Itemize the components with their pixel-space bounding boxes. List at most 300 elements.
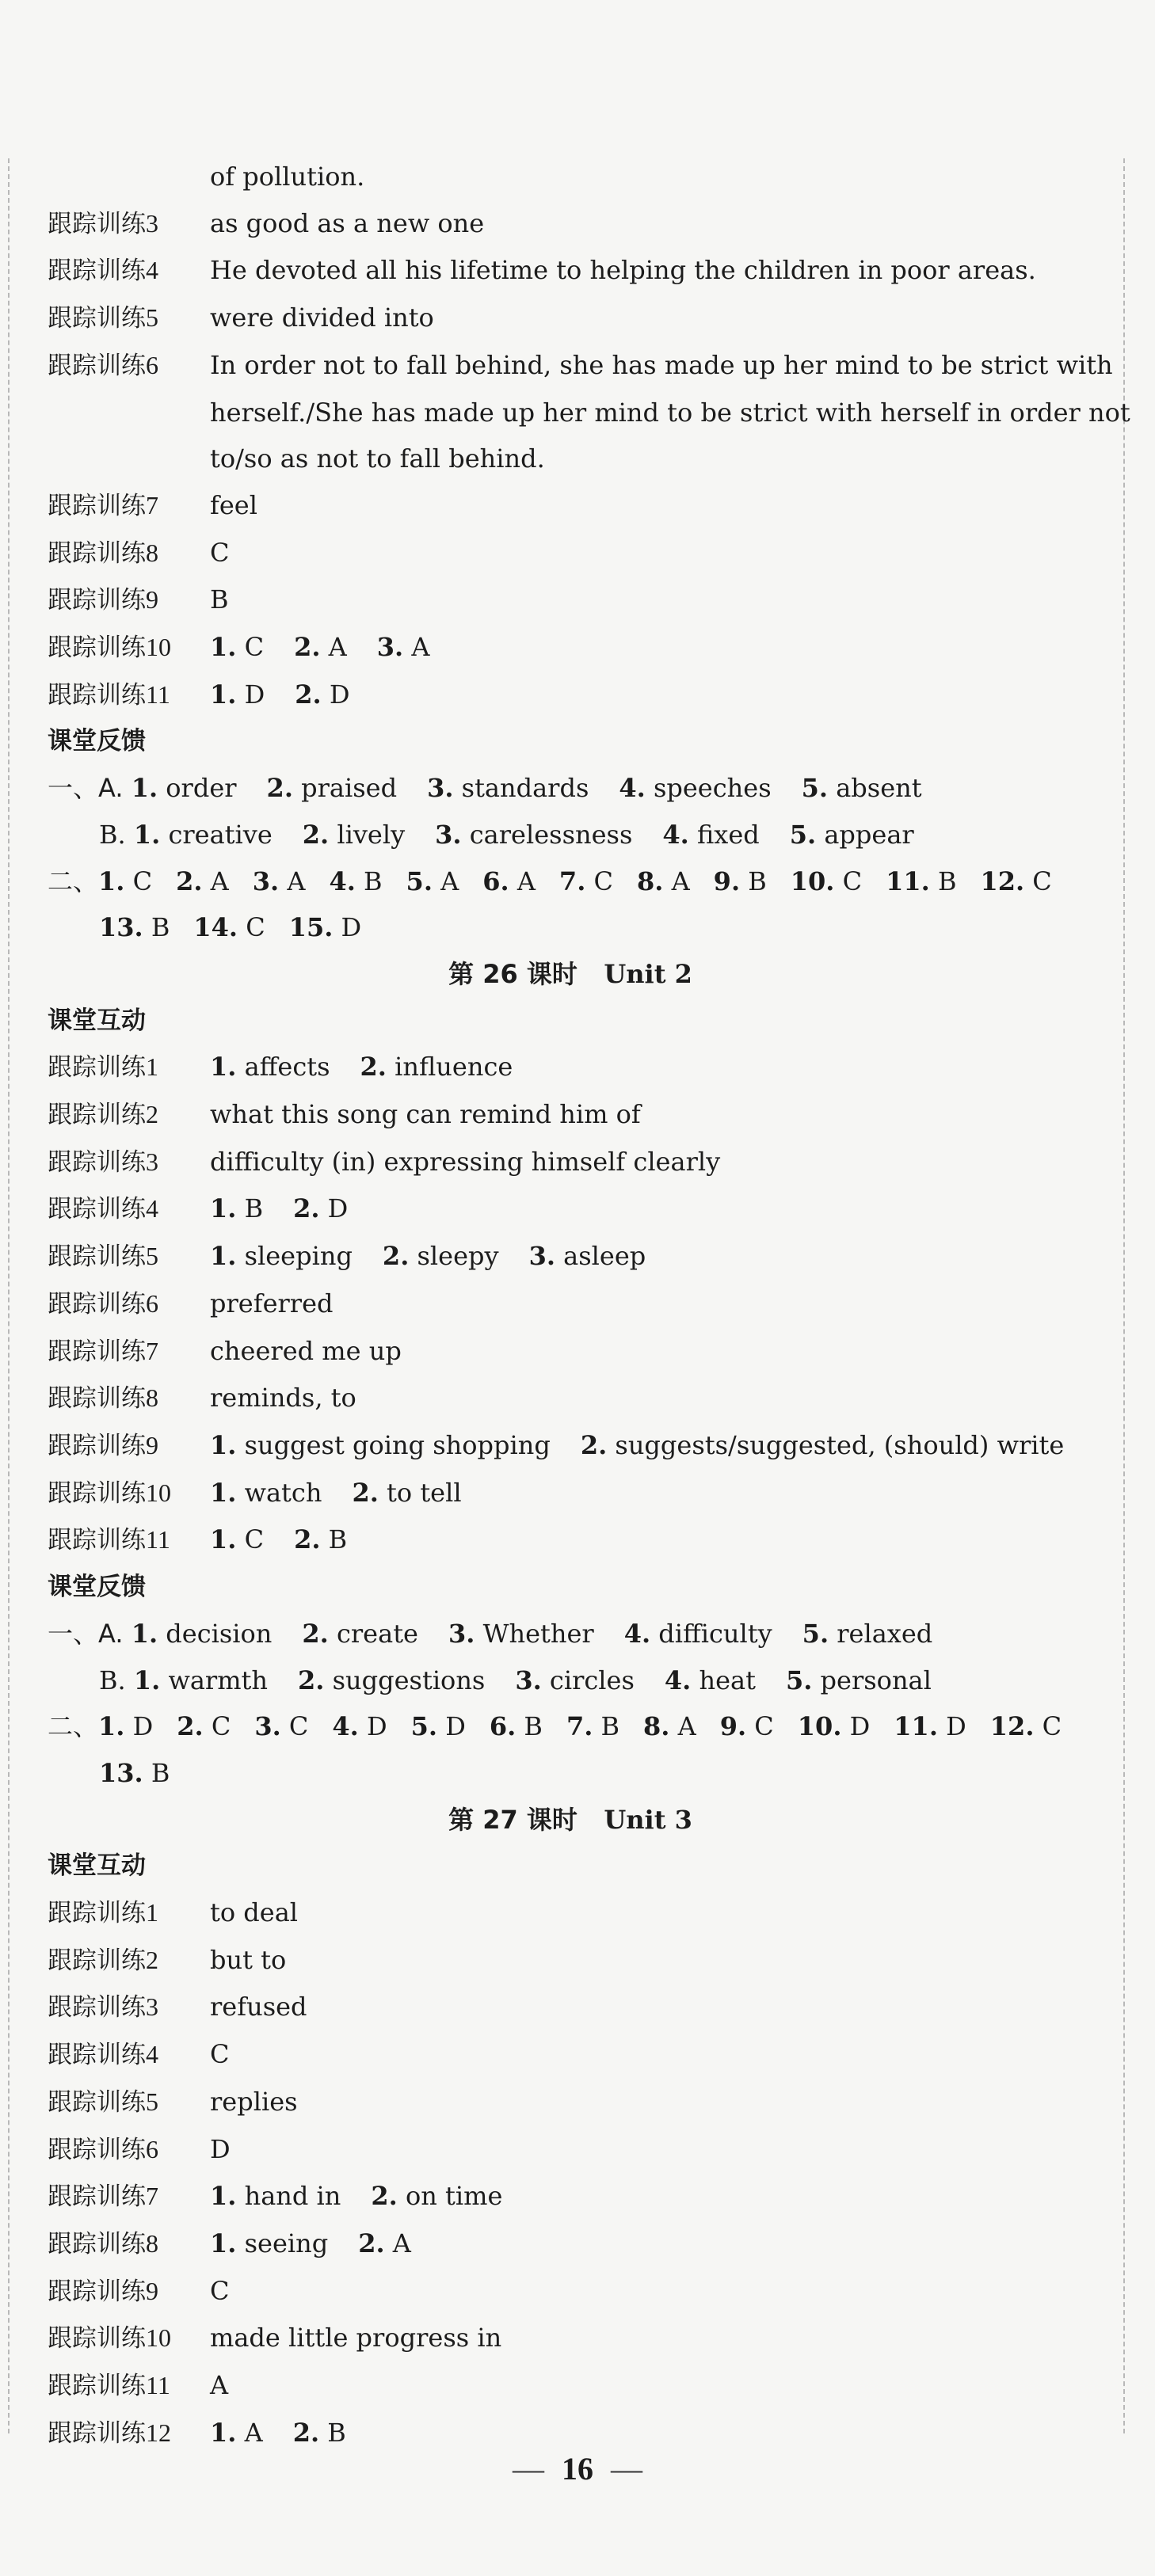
answer-text: 跟踪训练: [48, 304, 146, 333]
footer-dash-left: —: [513, 2451, 544, 2487]
item-number: 6.: [482, 866, 509, 896]
exercise-number: 10: [146, 633, 171, 662]
answer-text: In order not to fall behind, she has made up her mind to be strict with: [210, 349, 1113, 380]
answer-text: A: [392, 2228, 411, 2258]
exercise-row-2: [48, 1091, 1093, 1139]
exercise-row-9: [48, 2268, 1093, 2315]
exercise-label: [48, 482, 210, 530]
exercise-label: [48, 2173, 210, 2220]
feedback-part-2-continued: [48, 1750, 1093, 1797]
answer-text: personal: [820, 1665, 932, 1695]
item-number: 2.: [371, 2181, 398, 2212]
exercise-row-7: [48, 482, 1093, 530]
item-number: 3.: [528, 1241, 555, 1272]
answer-text: preferred: [210, 1288, 334, 1318]
answer-text: watch: [244, 1477, 322, 1508]
exercise-label: [48, 2031, 210, 2079]
answer-item: [294, 632, 347, 662]
item-number: 1.: [210, 1429, 237, 1460]
exercise-row-6: [48, 342, 1113, 390]
answer-text: 跟踪训练: [48, 1993, 146, 2022]
exercise-row-4: [48, 1185, 1093, 1233]
answer-text: C: [1042, 1711, 1062, 1742]
answer-text: 跟踪训练: [48, 2324, 146, 2353]
exercise-label: [48, 1091, 210, 1139]
item-number: 3.: [254, 1711, 281, 1742]
item-number: 4.: [329, 866, 356, 896]
answer-text: 跟踪训练: [48, 586, 146, 615]
answer-item: [802, 1619, 933, 1649]
answer-text: B: [151, 912, 170, 943]
exercise-number: 4: [146, 1194, 158, 1223]
answer-item: [210, 1478, 322, 1508]
exercise-number: 5: [146, 2087, 158, 2116]
item-number: 5.: [789, 819, 817, 850]
exercise-label: [48, 1233, 210, 1280]
item-number: 1.: [210, 1241, 237, 1272]
item-number: 10.: [790, 866, 835, 896]
answer-text: D: [244, 679, 265, 710]
exercise-row-8: [48, 1375, 1093, 1422]
exercise-number: 12: [146, 2418, 171, 2447]
answer-text: A: [210, 866, 229, 896]
answer-text: 跟踪训练: [48, 1384, 146, 1414]
item-number: 2.: [360, 1052, 387, 1083]
answer-item: [210, 1524, 264, 1554]
exercise-row-1: [48, 1044, 1093, 1091]
answer-text: D: [366, 1711, 387, 1742]
answer-item: [210, 679, 265, 710]
exercise-label: [48, 2079, 210, 2126]
answer-text: carelessness: [469, 819, 633, 850]
answer-text: sleeping: [244, 1241, 353, 1272]
answer-text: B: [524, 1711, 543, 1742]
answer-item: [377, 632, 430, 662]
answer-text: 第 26 课时: [448, 958, 578, 989]
item-number: 5.: [801, 773, 829, 804]
answer-item: [515, 1665, 635, 1695]
answer-item: [894, 1711, 966, 1741]
item-number: 15.: [288, 912, 334, 943]
exercise-row-4: [48, 2031, 1093, 2079]
answer-text: influence: [395, 1052, 513, 1083]
answer-item: [98, 866, 152, 896]
item-number: 1.: [210, 2417, 237, 2448]
answer-item: [210, 1193, 263, 1223]
exercise-label: [48, 342, 210, 390]
item-number: 1.: [131, 773, 158, 804]
answer-text: C: [132, 866, 153, 896]
answer-item: [624, 1619, 772, 1649]
answer-text: A: [411, 632, 430, 663]
item-number: 2.: [292, 2417, 320, 2448]
exercise-number: 3: [146, 208, 158, 238]
answer-item: [302, 1619, 418, 1649]
answer-item: [529, 1241, 646, 1271]
answer-text: Whether: [482, 1618, 594, 1649]
answer-text: B.: [99, 1665, 126, 1695]
item-number: 2.: [352, 1477, 379, 1508]
item-number: 1.: [133, 1665, 161, 1695]
answer-text: speeches: [653, 773, 772, 804]
answer-item: [559, 866, 613, 896]
answer-text: C: [244, 632, 265, 663]
exercise-number: 1: [146, 1898, 158, 1927]
exercise-label: [48, 1185, 210, 1233]
answer-item: [720, 1711, 774, 1741]
answer-text: D: [946, 1711, 966, 1742]
answer-text: A: [671, 866, 690, 896]
exercise-label: [48, 672, 210, 719]
answer-text: B: [364, 866, 383, 896]
answer-text: D: [210, 2133, 231, 2164]
exercise-row-1: [48, 1889, 1093, 1937]
exercise-label: [48, 1328, 210, 1376]
answer-text: 跟踪训练: [48, 1431, 146, 1460]
exercise-number: 6: [146, 350, 158, 379]
answer-text: decision: [166, 1618, 273, 1649]
section-heading-feedback: 课堂反馈: [48, 727, 146, 756]
answer-text: B: [600, 1711, 620, 1742]
answer-text: herself./She has made up her mind to be strict with herself in order not: [210, 397, 1130, 428]
feedback-part-a: [48, 765, 1093, 812]
answer-item: [490, 1711, 543, 1741]
answer-text: 跟踪训练: [48, 1899, 146, 1928]
answer-item: [134, 1665, 268, 1695]
answer-text: B.: [99, 819, 126, 850]
answer-item: [798, 1711, 871, 1741]
answer-text: as good as a new one: [210, 207, 485, 238]
answer-text: C: [288, 1711, 309, 1742]
item-number: 13.: [99, 1757, 143, 1788]
answer-text: C: [754, 1711, 774, 1742]
answer-text: 跟踪训练: [48, 491, 146, 520]
exercise-row-5: [48, 2079, 1093, 2126]
answer-item: [176, 866, 229, 896]
exercise-label: [48, 1422, 210, 1470]
exercise-label: [48, 1375, 210, 1422]
answer-item: [581, 1430, 1064, 1460]
answer-text: A: [440, 866, 459, 896]
exercise-label: [48, 530, 210, 577]
exercise-label: [48, 1889, 210, 1937]
answer-item: [360, 1052, 513, 1082]
answer-text: what this song can remind him of: [210, 1099, 641, 1130]
answer-text: 跟踪训练: [48, 257, 146, 286]
answer-item: [254, 1711, 308, 1741]
item-number: 4.: [332, 1711, 359, 1742]
answer-item: [637, 866, 690, 896]
answer-item: [99, 1758, 170, 1788]
item-number: 1.: [210, 679, 237, 710]
item-number: 4.: [662, 819, 689, 850]
answer-item: [177, 1711, 231, 1741]
item-number: 2.: [177, 1711, 204, 1742]
answer-text: difficulty (in) expressing himself clearly: [210, 1146, 721, 1177]
answer-text: He devoted all his lifetime to helping the children in poor areas.: [210, 255, 1036, 286]
answer-text: B: [210, 584, 229, 615]
answer-text: refused: [210, 1992, 307, 2022]
answer-text: 跟踪训练: [48, 1946, 146, 1975]
item-number: 4.: [619, 773, 646, 804]
answer-text: 跟踪训练: [48, 1478, 146, 1508]
exercise-number: 2: [146, 1945, 158, 1974]
item-number: 1.: [210, 1193, 237, 1224]
answer-text: creative: [168, 819, 273, 850]
exercise-row-5: [48, 1233, 1093, 1280]
answer-text: create: [336, 1618, 418, 1649]
answer-item: [210, 1052, 330, 1082]
right-margin-dashed-line: [1123, 158, 1125, 2433]
item-number: 3.: [376, 632, 404, 663]
item-number: 3.: [427, 773, 454, 804]
answer-item: [293, 1193, 348, 1223]
exercise-label: [48, 1937, 210, 1984]
answer-text: A: [287, 866, 306, 896]
answer-text: to tell: [387, 1477, 462, 1508]
item-number: 4.: [623, 1618, 651, 1649]
answer-text: lively: [337, 819, 406, 850]
answer-text: C: [210, 2275, 230, 2306]
exercise-number: 3: [146, 1992, 158, 2022]
answer-text: order: [166, 773, 237, 804]
feedback-part-b: [48, 812, 1093, 858]
part-prefix: 二、: [48, 866, 99, 896]
answer-text: to/so as not to fall behind.: [210, 443, 545, 474]
lesson-27-title: [48, 1797, 1093, 1844]
exercise-label: [48, 576, 210, 624]
exercise-number: 9: [146, 2276, 158, 2305]
answer-text: 跟踪训练: [48, 2182, 146, 2212]
answer-text: to deal: [210, 1897, 299, 1928]
exercise-number: 9: [146, 1430, 158, 1459]
item-number: 13.: [99, 912, 143, 943]
answer-text: 跟踪训练: [48, 209, 146, 238]
section-heading-interaction: 课堂互动: [48, 1851, 146, 1881]
exercise-number: 1: [146, 1052, 158, 1082]
item-number: 1.: [210, 1477, 237, 1508]
exercise-number: 8: [146, 2228, 158, 2258]
answer-item: [303, 820, 405, 850]
item-number: 2.: [580, 1429, 608, 1460]
answer-text: B: [328, 1524, 348, 1555]
answer-text: D: [132, 1711, 154, 1742]
answer-item: [662, 820, 759, 850]
answer-item: [383, 1241, 499, 1271]
item-number: 9.: [713, 866, 741, 896]
exercise-number: 7: [146, 490, 158, 519]
exercise-row-10: [48, 2315, 1093, 2362]
exercise-row-11: [48, 672, 1093, 719]
exercise-label: [48, 2268, 210, 2315]
feedback-part-b: [48, 1657, 1093, 1704]
answer-text: B: [937, 866, 957, 896]
answer-text: on time: [405, 2181, 503, 2212]
answer-text: 跟踪训练: [48, 2277, 146, 2306]
item-number: 2.: [294, 1524, 321, 1555]
item-number: 2.: [176, 866, 203, 896]
answer-item: [482, 866, 536, 896]
item-number: 5.: [785, 1665, 813, 1695]
answer-item: [619, 773, 771, 803]
item-number: 8.: [636, 866, 664, 896]
answer-text: suggests/suggested, (should) write: [615, 1429, 1065, 1460]
exercise-label: [48, 2220, 210, 2268]
answer-text: D: [849, 1711, 871, 1742]
answer-item: [643, 1711, 696, 1741]
exercise-label: [48, 1516, 210, 1564]
exercise-label: [48, 1044, 210, 1091]
item-number: 2.: [302, 819, 330, 850]
page-number: 16: [562, 2451, 593, 2487]
answer-text: 跟踪训练: [48, 351, 146, 380]
exercise-number: 2: [146, 1100, 158, 1129]
item-number: 1.: [131, 1618, 158, 1649]
answer-text: 跟踪训练: [48, 634, 146, 663]
answer-text: asleep: [563, 1241, 646, 1272]
answer-item: [358, 2228, 411, 2258]
answer-text: standards: [461, 773, 589, 804]
answer-item: [802, 773, 922, 803]
exercise-row-11: [48, 1516, 1093, 1564]
answer-text: 跟踪训练: [48, 2135, 146, 2164]
answer-text: C: [1032, 866, 1052, 896]
exercise-row-3: [48, 200, 1093, 248]
answer-text: affects: [244, 1052, 330, 1083]
exercise-row-2: [48, 1937, 1093, 1984]
item-number: 6.: [489, 1711, 517, 1742]
item-number: 10.: [797, 1711, 842, 1742]
answer-item: [406, 866, 459, 896]
answer-text: 跟踪训练: [48, 2229, 146, 2258]
answer-text: C: [211, 1711, 231, 1742]
answer-text: 跟踪训练: [48, 2418, 146, 2448]
answer-item: [790, 820, 914, 850]
item-number: 8.: [643, 1711, 670, 1742]
item-number: 1.: [210, 2228, 237, 2258]
feedback-part-2: [48, 858, 1093, 905]
exercise-label: [48, 1280, 210, 1328]
exercise-number: 6: [146, 1288, 158, 1318]
exercise-label: [48, 200, 210, 248]
answer-item: [427, 773, 589, 803]
item-number: 9.: [719, 1711, 747, 1742]
exercise-row-10: [48, 624, 1093, 672]
item-number: 1.: [210, 1524, 237, 1555]
exercise-number: 5: [146, 303, 158, 333]
exercise-number: 10: [146, 1478, 171, 1507]
answer-item: [267, 773, 398, 803]
answer-text: C: [593, 866, 613, 896]
answer-text: 跟踪训练: [48, 1053, 146, 1083]
answer-text: 第 27 课时: [448, 1804, 578, 1835]
answer-text: D: [445, 1711, 466, 1742]
answer-item: [210, 1430, 551, 1460]
answer-content: [48, 154, 1130, 2456]
section-heading-interaction: 课堂互动: [48, 1006, 146, 1035]
answer-item: [298, 1665, 485, 1695]
item-number: 2.: [302, 1618, 329, 1649]
answer-text: difficulty: [658, 1618, 772, 1649]
answer-text: 跟踪训练: [48, 1195, 146, 1224]
exercise-row-11: [48, 2362, 1093, 2410]
answer-text: [980, 866, 1051, 896]
exercise-label: [48, 1139, 210, 1186]
item-number: 12.: [980, 866, 1025, 896]
answer-text: D: [341, 912, 362, 943]
item-number: 1.: [210, 632, 237, 663]
item-number: 2.: [294, 632, 321, 663]
item-number: 14.: [193, 912, 238, 943]
exercise-row-8: [48, 2220, 1093, 2268]
answer-text: B: [151, 1757, 170, 1788]
answer-text: were divided into: [210, 302, 434, 333]
answer-item: [294, 1524, 347, 1554]
feedback-part-2-continued: [48, 904, 1093, 951]
answer-text: 跟踪训练: [48, 1337, 146, 1366]
exercise-number: 10: [146, 2323, 171, 2353]
exercise-number: 11: [146, 1525, 170, 1554]
answer-text: replies: [210, 2086, 298, 2117]
answer-text: relaxed: [837, 1618, 933, 1649]
exercise-label: [48, 2362, 210, 2410]
item-number: 5.: [802, 1618, 829, 1649]
feedback-part-2: [48, 1703, 1093, 1750]
answer-text: C: [246, 912, 265, 943]
exercise-number: 8: [146, 1383, 158, 1413]
answer-item: [132, 773, 237, 803]
answer-text: B: [327, 2417, 346, 2448]
item-number: 5.: [406, 866, 433, 896]
answer-text: cheered me up: [210, 1335, 402, 1366]
answer-text: 跟踪训练: [48, 1101, 146, 1130]
answer-text: Unit 2: [604, 958, 692, 989]
answer-item: [435, 820, 632, 850]
exercise-number: 9: [146, 585, 158, 615]
part-prefix: 一、A.: [48, 773, 124, 804]
answer-text: B: [244, 1193, 264, 1224]
exercise-label: [48, 624, 210, 672]
exercise-number: 4: [146, 256, 158, 285]
answer-item: [210, 1241, 353, 1271]
answer-text: 跟踪训练: [48, 1242, 146, 1272]
item-number: 2.: [298, 1665, 325, 1695]
answer-text: but to: [210, 1944, 287, 1975]
exercise-row-9: [48, 576, 1093, 624]
answer-item: [886, 866, 956, 896]
exercise-row-6: [48, 1280, 1093, 1328]
exercise-row-6-continued-2: [48, 436, 1093, 482]
exercise-number: 4: [146, 2040, 158, 2069]
answer-text: hand in: [244, 2181, 341, 2212]
left-margin-dashed-line: [8, 158, 10, 2433]
answer-text: C: [842, 866, 863, 896]
answer-item: [253, 866, 306, 896]
exercise-label: [48, 247, 210, 295]
item-number: 4.: [664, 1665, 692, 1695]
exercise-row-7: [48, 1328, 1093, 1376]
answer-item: [98, 1711, 153, 1741]
answer-text: [990, 1711, 1062, 1741]
answer-text: 跟踪训练: [48, 2372, 146, 2401]
feedback-part-a: [48, 1611, 1093, 1657]
answer-text: 跟踪训练: [48, 1289, 146, 1318]
item-number: 2.: [293, 1193, 320, 1224]
answer-item: [791, 866, 862, 896]
exercise-row-9: [48, 1422, 1093, 1470]
item-number: 2.: [295, 679, 322, 710]
answer-text: praised: [301, 773, 398, 804]
